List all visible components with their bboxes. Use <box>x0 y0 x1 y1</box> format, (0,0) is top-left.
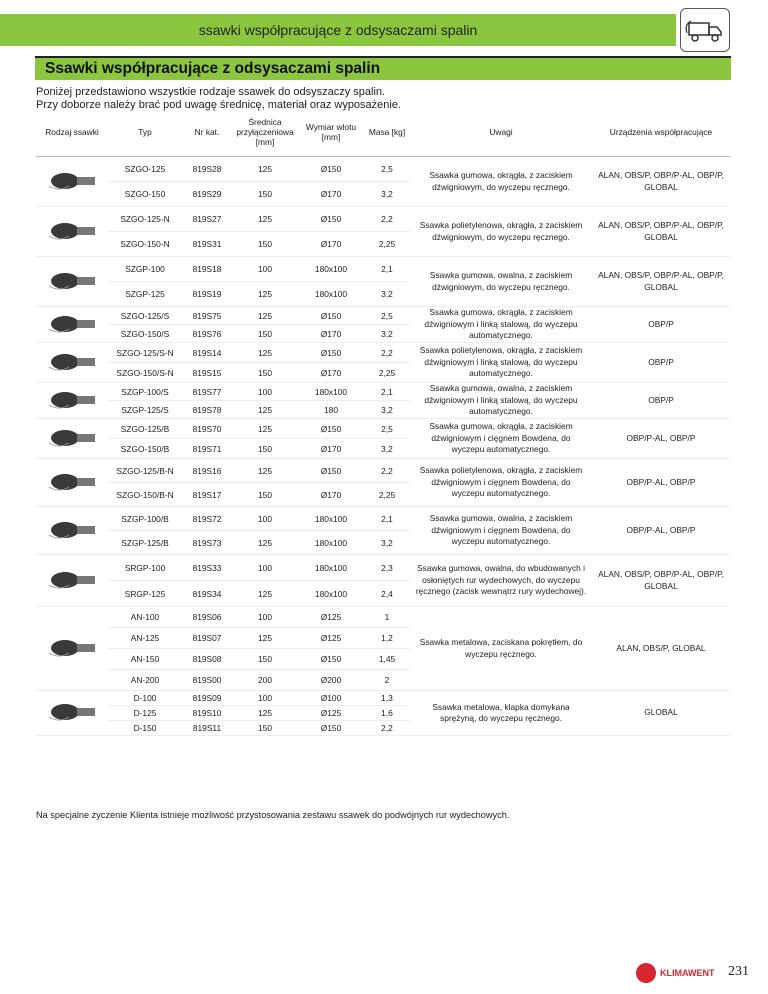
cell-mass: 2,5 <box>364 157 410 182</box>
col-header-catalog: Nr kat. <box>182 108 232 157</box>
cell-diameter: 150 <box>232 721 298 736</box>
cell-catalog-number: 819S73 <box>182 531 232 555</box>
brand-logo-mark <box>636 963 656 983</box>
cell-type: SZGO-125/B-N <box>108 459 182 483</box>
product-image <box>36 383 108 419</box>
cell-type: D-100 <box>108 691 182 706</box>
cell-type: SZGP-125 <box>108 282 182 307</box>
cell-notes: Ssawka gumowa, okrągła, z zaciskiem dźwigniowym, do wyczepu ręcznego. <box>410 157 592 207</box>
table-row <box>36 507 730 531</box>
cell-mass: 2,3 <box>364 555 410 581</box>
cell-inlet: Ø150 <box>298 419 364 439</box>
cell-type: SZGO-125/S-N <box>108 343 182 363</box>
cell-devices: OBP/P <box>592 383 730 419</box>
cell-catalog-number: 819S19 <box>182 282 232 307</box>
cell-catalog-number: 819S31 <box>182 232 232 257</box>
cell-inlet: Ø125 <box>298 706 364 721</box>
cell-devices: ALAN, OBS/P, GLOBAL <box>592 607 730 691</box>
cell-diameter: 125 <box>232 401 298 419</box>
cell-mass: 2,2 <box>364 343 410 363</box>
cell-notes: Ssawka gumowa, owalna, do wbudowanych i osłoniętych rur wydechowych, do wyczepu ręcznego (zacisk wewnątrz rury wydechowej). <box>410 555 592 607</box>
section-title: ssawki współpracujące z odsysaczami spalin <box>198 22 478 38</box>
cell-catalog-number: 819S06 <box>182 607 232 628</box>
cell-mass: 2,5 <box>364 419 410 439</box>
cell-catalog-number: 819S75 <box>182 307 232 325</box>
product-image <box>36 207 108 257</box>
cell-mass: 3,2 <box>364 282 410 307</box>
cell-inlet: 180x100 <box>298 507 364 531</box>
nozzle-image-icon <box>43 351 101 373</box>
cell-mass: 2,1 <box>364 383 410 401</box>
cell-notes: Ssawka gumowa, okrągła, z zaciskiem dźwigniowym i cięgnem Bowdena, do wyczepu automatycznego. <box>410 419 592 459</box>
nozzle-image-icon <box>43 569 101 591</box>
cell-catalog-number: 819S15 <box>182 363 232 383</box>
cell-diameter: 150 <box>232 363 298 383</box>
cell-inlet: Ø125 <box>298 628 364 649</box>
cell-mass: 2,2 <box>364 721 410 736</box>
cell-mass: 2,2 <box>364 459 410 483</box>
cell-devices: ALAN, OBS/P, OBP/P-AL, OBP/P, GLOBAL <box>592 555 730 607</box>
product-image <box>36 157 108 207</box>
cell-diameter: 125 <box>232 531 298 555</box>
cell-catalog-number: 819S08 <box>182 649 232 670</box>
cell-diameter: 150 <box>232 649 298 670</box>
table-header-row <box>36 108 730 157</box>
cell-inlet: Ø125 <box>298 607 364 628</box>
product-image <box>36 607 108 691</box>
cell-mass: 1,3 <box>364 691 410 706</box>
table-row <box>36 157 730 182</box>
cell-type: SRGP-125 <box>108 581 182 607</box>
cell-inlet: 180 <box>298 401 364 419</box>
table-row <box>36 343 730 363</box>
product-image <box>36 419 108 459</box>
product-image <box>36 343 108 383</box>
cell-diameter: 125 <box>232 157 298 182</box>
cell-notes: Ssawka gumowa, owalna, z zaciskiem dźwigniowym i cięgnem Bowdena, do wyczepu automatycznego. <box>410 507 592 555</box>
cell-mass: 2,25 <box>364 363 410 383</box>
cell-diameter: 125 <box>232 628 298 649</box>
nozzle-image-icon <box>43 637 101 659</box>
cell-notes: Ssawka metalowa, klapka domykana sprężyną, do wyczepu ręcznego. <box>410 691 592 736</box>
cell-catalog-number: 819S27 <box>182 207 232 232</box>
col-header-inlet: Wymiar wlotu [mm] <box>298 108 364 157</box>
cell-catalog-number: 819S77 <box>182 383 232 401</box>
cell-devices: OBP/P <box>592 343 730 383</box>
cell-type: AN-100 <box>108 607 182 628</box>
cell-catalog-number: 819S14 <box>182 343 232 363</box>
cell-inlet: Ø170 <box>298 182 364 207</box>
cell-inlet: Ø170 <box>298 232 364 257</box>
cell-diameter: 125 <box>232 581 298 607</box>
col-header-mass: Masa [kg] <box>364 108 410 157</box>
cell-diameter: 100 <box>232 691 298 706</box>
cell-type: AN-200 <box>108 670 182 691</box>
cell-type: SZGP-100/B <box>108 507 182 531</box>
cell-diameter: 125 <box>232 207 298 232</box>
table-row <box>36 555 730 581</box>
cell-catalog-number: 819S28 <box>182 157 232 182</box>
cell-mass: 2,4 <box>364 581 410 607</box>
cell-devices: ALAN, OBS/P, OBP/P-AL, OBP/P, GLOBAL <box>592 157 730 207</box>
brand-logo <box>636 962 740 984</box>
cell-mass: 3,2 <box>364 531 410 555</box>
cell-mass: 3,2 <box>364 401 410 419</box>
cell-type: SZGO-150-N <box>108 232 182 257</box>
cell-mass: 1,2 <box>364 628 410 649</box>
product-image <box>36 691 108 736</box>
cell-type: AN-150 <box>108 649 182 670</box>
product-image <box>36 507 108 555</box>
cell-inlet: 180x100 <box>298 555 364 581</box>
cell-catalog-number: 819S16 <box>182 459 232 483</box>
col-header-type: Typ <box>108 108 182 157</box>
cell-type: SZGP-125/B <box>108 531 182 555</box>
cell-inlet: Ø150 <box>298 721 364 736</box>
cell-diameter: 125 <box>232 706 298 721</box>
nozzle-image-icon <box>43 170 101 192</box>
cell-type: SRGP-100 <box>108 555 182 581</box>
cell-inlet: 180x100 <box>298 257 364 282</box>
cell-catalog-number: 819S17 <box>182 483 232 507</box>
cell-mass: 1,45 <box>364 649 410 670</box>
cell-type: SZGO-150/B <box>108 439 182 459</box>
top-bar <box>0 0 768 54</box>
cell-diameter: 150 <box>232 325 298 343</box>
cell-catalog-number: 819S70 <box>182 419 232 439</box>
cell-type: SZGO-125/B <box>108 419 182 439</box>
cell-inlet: 180x100 <box>298 383 364 401</box>
cell-diameter: 125 <box>232 343 298 363</box>
cell-catalog-number: 819S10 <box>182 706 232 721</box>
cell-catalog-number: 819S78 <box>182 401 232 419</box>
cell-inlet: Ø150 <box>298 307 364 325</box>
cell-notes: Ssawka polietylenowa, okrągła, z zaciskiem dźwigniowym i cięgnem Bowdena, do wyczepu automatycznego. <box>410 459 592 507</box>
intro-line-2: Przy doborze należy brać pod uwagę średnicę, materiał oraz wyposażenie. <box>36 99 402 111</box>
product-image <box>36 459 108 507</box>
intro-line-1: Poniżej przedstawiono wszystkie rodzaje ssawek do odsyszaczy spalin. <box>36 86 386 98</box>
cell-type: SZGO-125 <box>108 157 182 182</box>
cell-type: SZGP-100 <box>108 257 182 282</box>
cell-diameter: 150 <box>232 483 298 507</box>
cell-devices: GLOBAL <box>592 691 730 736</box>
cell-catalog-number: 819S00 <box>182 670 232 691</box>
cell-mass: 1,6 <box>364 706 410 721</box>
table-row <box>36 419 730 439</box>
cell-diameter: 100 <box>232 383 298 401</box>
cell-notes: Ssawka metalowa, zaciskana pokrętłem, do wyczepu ręcznego. <box>410 607 592 691</box>
cell-inlet: Ø200 <box>298 670 364 691</box>
cell-type: AN-125 <box>108 628 182 649</box>
cell-mass: 1 <box>364 607 410 628</box>
cell-mass: 3,2 <box>364 182 410 207</box>
product-image <box>36 555 108 607</box>
cell-inlet: Ø100 <box>298 691 364 706</box>
cell-catalog-number: 819S34 <box>182 581 232 607</box>
cell-notes: Ssawka gumowa, owalna, z zaciskiem dźwigniowym, do wyczepu ręcznego. <box>410 257 592 307</box>
col-header-notes: Uwagi <box>410 108 592 157</box>
cell-inlet: Ø170 <box>298 483 364 507</box>
cell-type: SZGP-125/S <box>108 401 182 419</box>
cell-devices: OBP/P <box>592 307 730 343</box>
col-header-type-image: Rodzaj ssawki <box>36 108 108 157</box>
cell-devices: ALAN, OBS/P, OBP/P-AL, OBP/P, GLOBAL <box>592 207 730 257</box>
cell-devices: ALAN, OBS/P, OBP/P-AL, OBP/P, GLOBAL <box>592 257 730 307</box>
table-row <box>36 257 730 282</box>
cell-diameter: 125 <box>232 459 298 483</box>
cell-diameter: 100 <box>232 507 298 531</box>
cell-inlet: 180x100 <box>298 581 364 607</box>
cell-catalog-number: 819S07 <box>182 628 232 649</box>
cell-catalog-number: 819S18 <box>182 257 232 282</box>
cell-catalog-number: 819S76 <box>182 325 232 343</box>
cell-diameter: 100 <box>232 257 298 282</box>
cell-mass: 2 <box>364 670 410 691</box>
product-image <box>36 257 108 307</box>
nozzle-image-icon <box>43 313 101 335</box>
footer-note: Na specjalne życzenie Klienta istnieje możliwość przystosowania zestawu ssawek do podwójnych rur wydechowych. <box>36 810 510 820</box>
table-row <box>36 459 730 483</box>
table-row <box>36 607 730 628</box>
cell-type: SZGO-125-N <box>108 207 182 232</box>
cell-diameter: 150 <box>232 232 298 257</box>
cell-type: SZGO-150/S-N <box>108 363 182 383</box>
cell-mass: 2,1 <box>364 507 410 531</box>
cell-diameter: 100 <box>232 555 298 581</box>
cell-mass: 2,2 <box>364 207 410 232</box>
nozzle-image-icon <box>43 471 101 493</box>
cell-inlet: Ø150 <box>298 649 364 670</box>
table-row <box>36 207 730 232</box>
cell-notes: Ssawka gumowa, okrągła, z zaciskiem dźwigniowym i linką stalową, do wyczepu automatycznego. <box>410 307 592 343</box>
nozzle-image-icon <box>43 389 101 411</box>
nozzle-image-icon <box>43 519 101 541</box>
nozzle-image-icon <box>43 701 101 723</box>
cell-notes: Ssawka polietylenowa, okrągła, z zaciskiem dźwigniowym, do wyczepu ręcznego. <box>410 207 592 257</box>
cell-inlet: Ø150 <box>298 343 364 363</box>
table-row <box>36 307 730 325</box>
cell-diameter: 200 <box>232 670 298 691</box>
cell-catalog-number: 819S29 <box>182 182 232 207</box>
brand-name: KLIMAWENT <box>660 968 715 978</box>
cell-diameter: 150 <box>232 182 298 207</box>
cell-inlet: Ø150 <box>298 207 364 232</box>
cell-mass: 3,2 <box>364 439 410 459</box>
cell-devices: OBP/P-AL, OBP/P <box>592 419 730 459</box>
nozzle-image-icon <box>43 427 101 449</box>
cell-inlet: 180x100 <box>298 282 364 307</box>
cell-diameter: 125 <box>232 282 298 307</box>
col-header-devices: Urządzenia współpracujące <box>592 108 730 157</box>
cell-notes: Ssawka polietylenowa, okrągła, z zaciskiem dźwigniowym i linką stalową, do wyczepu automatycznego. <box>410 343 592 383</box>
cell-inlet: Ø150 <box>298 459 364 483</box>
cell-diameter: 125 <box>232 307 298 325</box>
col-header-diameter: Średnica przyłączeniowa [mm] <box>232 108 298 157</box>
cell-type: SZGP-100/S <box>108 383 182 401</box>
cell-notes: Ssawka gumowa, owalna, z zaciskiem dźwigniowym i linką stalową, do wyczepu automatycznego. <box>410 383 592 419</box>
product-image <box>36 307 108 343</box>
truck-exhaust-icon <box>680 8 730 52</box>
product-table <box>36 108 730 736</box>
cell-type: SZGO-150/B-N <box>108 483 182 507</box>
cell-catalog-number: 819S33 <box>182 555 232 581</box>
table-row <box>36 383 730 401</box>
cell-inlet: Ø170 <box>298 325 364 343</box>
cell-devices: OBP/P-AL, OBP/P <box>592 459 730 507</box>
cell-diameter: 125 <box>232 419 298 439</box>
cell-catalog-number: 819S72 <box>182 507 232 531</box>
cell-inlet: 180x100 <box>298 531 364 555</box>
nozzle-image-icon <box>43 270 101 292</box>
cell-mass: 3,2 <box>364 325 410 343</box>
table-row <box>36 691 730 706</box>
cell-catalog-number: 819S09 <box>182 691 232 706</box>
cell-mass: 2,5 <box>364 307 410 325</box>
cell-type: D-125 <box>108 706 182 721</box>
nozzle-image-icon <box>43 220 101 242</box>
cell-devices: OBP/P-AL, OBP/P <box>592 507 730 555</box>
cell-inlet: Ø170 <box>298 439 364 459</box>
cell-diameter: 100 <box>232 607 298 628</box>
cell-inlet: Ø150 <box>298 157 364 182</box>
cell-diameter: 150 <box>232 439 298 459</box>
page-number: 231 <box>728 964 749 979</box>
cell-type: SZGO-125/S <box>108 307 182 325</box>
cell-inlet: Ø170 <box>298 363 364 383</box>
cell-mass: 2,1 <box>364 257 410 282</box>
table-body <box>36 157 730 736</box>
page-heading <box>35 56 731 80</box>
cell-type: SZGO-150 <box>108 182 182 207</box>
cell-mass: 2,25 <box>364 232 410 257</box>
cell-mass: 2,25 <box>364 483 410 507</box>
cell-type: SZGO-150/S <box>108 325 182 343</box>
cell-type: D-150 <box>108 721 182 736</box>
page-heading-text: Ssawki współpracujące z odsysaczami spalin <box>45 60 381 77</box>
cell-catalog-number: 819S71 <box>182 439 232 459</box>
cell-catalog-number: 819S11 <box>182 721 232 736</box>
